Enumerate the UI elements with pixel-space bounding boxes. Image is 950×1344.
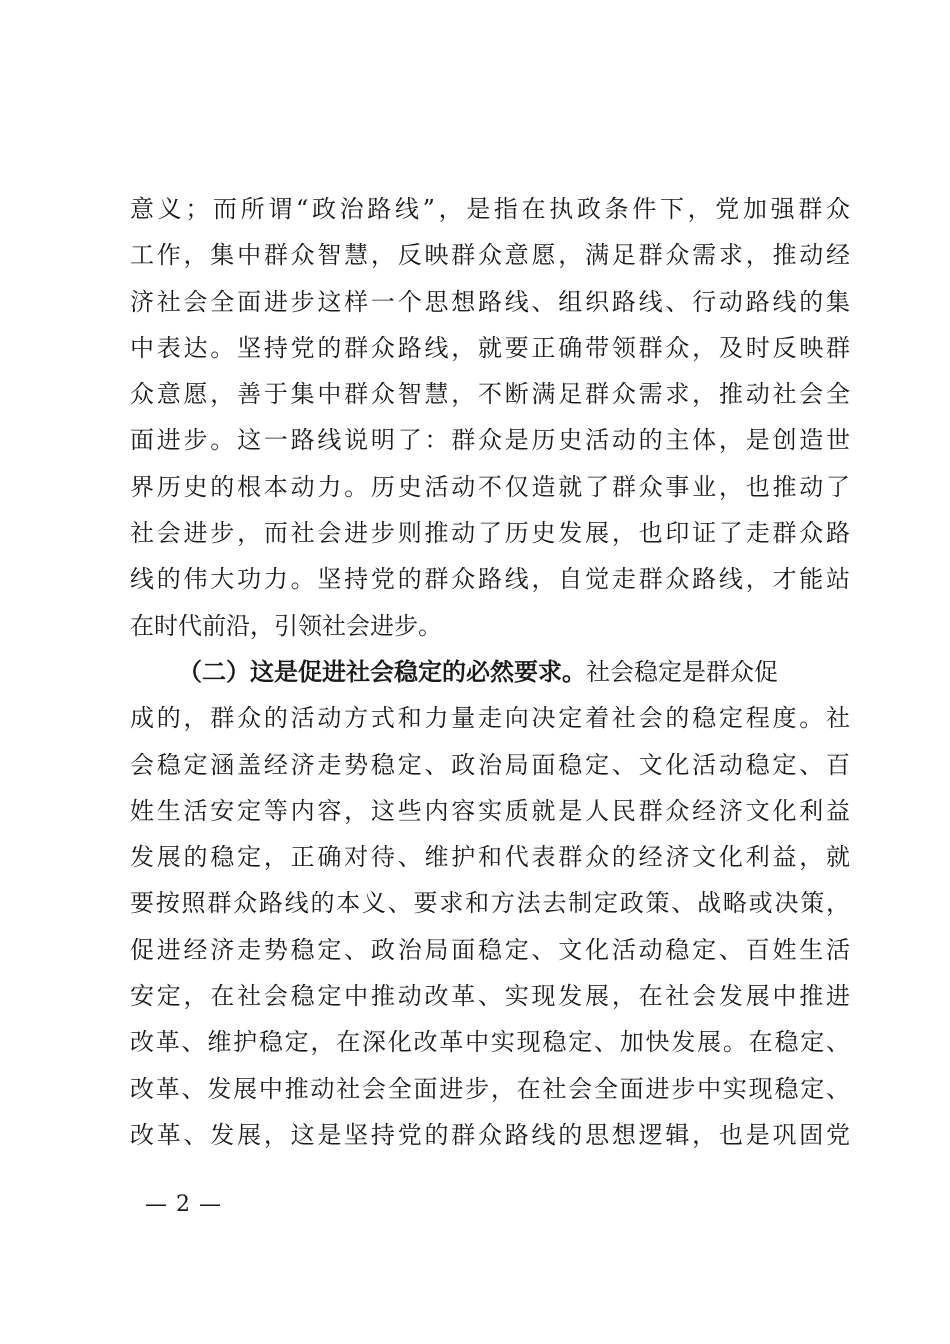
text-line: 济社会全面进步这样一个思想路线、组织路线、行动路线的集 (130, 287, 850, 316)
text-line: 工作，集中群众智慧，反映群众意愿，满足群众需求，推动经 (130, 241, 850, 270)
text-line: 安定，在社会稳定中推动改革、实现发展，在社会发展中推进 (130, 982, 850, 1011)
text-line: 中表达。坚持党的群众路线，就要正确带领群众，及时反映群 (130, 333, 850, 362)
text-line (130, 649, 850, 695)
text-line: 在时代前沿，引领社会进步。 (130, 611, 442, 640)
text-line: 姓生活安定等内容，这些内容实质就是人民群众经济文化利益 (130, 796, 850, 825)
text-line: 改革、维护稳定，在深化改革中实现稳定、加快发展。在稳定、 (130, 1028, 850, 1057)
text-line: 要按照群众路线的本义、要求和方法去制定政策、战略或决策， (130, 889, 850, 918)
text-line: 改革、发展中推动社会全面进步，在社会全面进步中实现稳定、 (130, 1074, 850, 1103)
text-line: 面进步。这一路线说明了：群众是历史活动的主体，是创造世 (130, 426, 850, 455)
text-line: 促进经济走势稳定、政治局面稳定、文化活动稳定、百姓生活 (130, 935, 850, 964)
document-body (130, 186, 850, 1158)
section-heading: （二）这是促进社会稳定的必然要求。 (178, 656, 586, 686)
text-line: 会稳定涵盖经济走势稳定、政治局面稳定、文化活动稳定、百 (130, 750, 850, 779)
text-line: 意义；而所谓“政治路线”，是指在执政条件下，党加强群众 (130, 195, 850, 223)
text-line: 线的伟大功力。坚持党的群众路线，自觉走群众路线，才能站 (130, 565, 850, 594)
text-line: 众意愿，善于集中群众智慧，不断满足群众需求，推动社会全 (130, 380, 850, 409)
paragraph-2 (130, 649, 850, 1158)
text-run: 社会稳定是群众促 (586, 657, 778, 686)
text-line: 成的，群众的活动方式和力量走向决定着社会的稳定程度。社 (130, 704, 850, 733)
text-line: 发展的稳定，正确对待、维护和代表群众的经济文化利益，就 (130, 843, 850, 872)
text-line: 社会进步，而社会进步则推动了历史发展，也印证了走群众路 (130, 519, 850, 548)
paragraph-1 (130, 186, 850, 649)
text-line: 界历史的根本动力。历史活动不仅造就了群众事业，也推动了 (130, 472, 850, 501)
page-number: — 2 — (145, 1192, 222, 1217)
text-line: 改革、发展，这是坚持党的群众路线的思想逻辑，也是巩固党 (130, 1120, 850, 1149)
